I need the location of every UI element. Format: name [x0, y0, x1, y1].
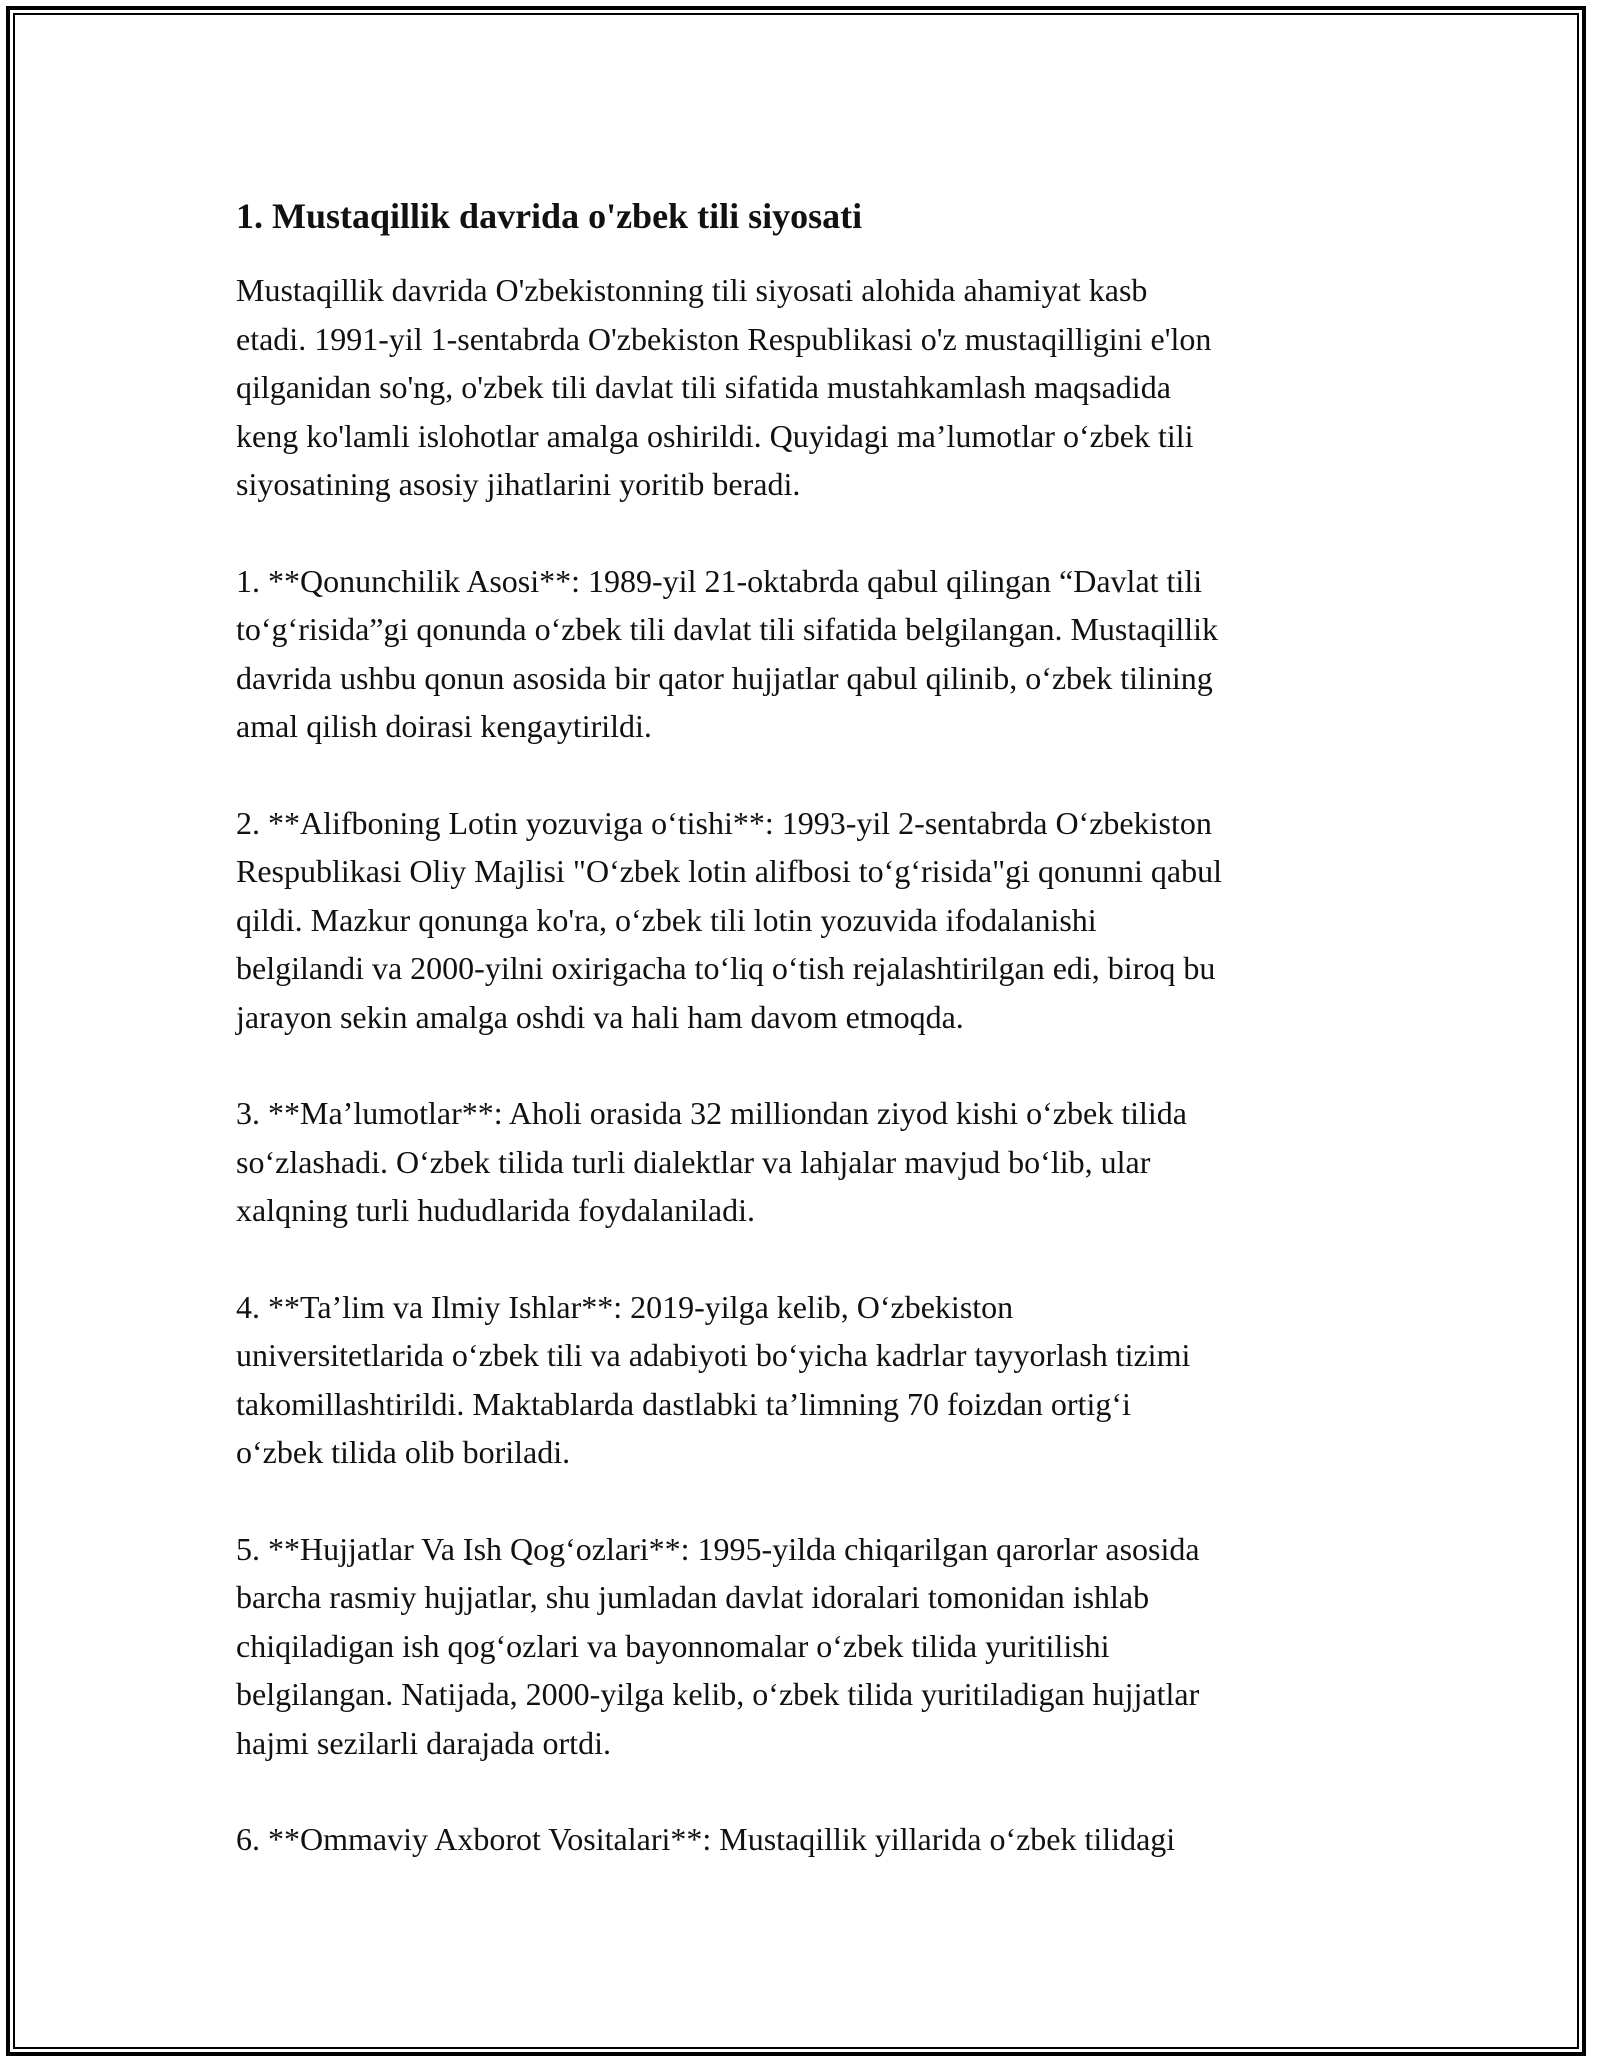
- intro-paragraph: Mustaqillik davrida O'zbekistonning tili siyosati alohida ahamiyat kasb etadi. 1991-yil 1-sentabrda O'zbekiston Respublikasi o'z mustaqilligini e'lon qilganidan so'ng, o'zbek tili davlat tili sifatida mustahkamlash maqsadida keng ko'lamli islohotlar amalga oshirildi. Quyidagi ma’lumotlar o‘zbek tili siyosatining asosiy jihatlarini yoritib beradi.: [236, 272, 1212, 502]
- paragraph-education: 4. **Ta’lim va Ilmiy Ishlar**: 2019-yilga kelib, O‘zbekiston universitetlarida o‘zbek tili va adabiyoti bo‘yicha kadrlar tayyorlash tizimi takomillashtirildi. Maktablarda dastlabki ta’limning 70 foizdan ortig‘i o‘zbek tilida olib boriladi.: [236, 1288, 1191, 1470]
- paragraph-information: 3. **Ma’lumotlar**: Aholi orasida 32 milliondan ziyod kishi o‘zbek tilida so‘zlashadi. O‘zbek tilida turli dialektlar va lahjalar mavjud bo‘lib, ular xalqning turli hududlarida foydalaniladi.: [236, 1095, 1187, 1228]
- paragraph-documents: 5. **Hujjatlar Va Ish Qog‘ozlari**: 1995-yilda chiqarilgan qarorlar asosida barcha rasmiy hujjatlar, shu jumladan davlat idoralari tomonidan ishlab chiqiladigan ish qog‘ozlari va bayonnomalar o‘zbek tilida yuritilishi belgilangan. Natijada, 2000-yilga kelib, o‘zbek tilida yuritiladigan hujjatlar hajmi sezilarli darajada ortdi.: [236, 1530, 1200, 1761]
- paragraph-latin-alphabet: 2. **Alifboning Lotin yozuviga o‘tishi**: 1993-yil 2-sentabrda O‘zbekiston Respublikasi Oliy Majlisi "O‘zbek lotin alifbosi to‘g‘risida"gi qonunni qabul qildi. Mazkur qonunga ko'ra, o‘zbek tili lotin yozuvida ifodalanishi belgilandi va 2000-yilni oxirigacha to‘liq o‘tish rejalashtirilgan edi, biroq bu jarayon sekin amalga oshdi va hali ham davom etmoqda.: [236, 804, 1223, 1035]
- paragraph-mass-media: 6. **Ommaviy Axborot Vositalari**: Mustaqillik yillarida o‘zbek tilidagi: [236, 1821, 1176, 1857]
- document-body: [236, 188, 1366, 1912]
- section-title: 1. Mustaqillik davrida o'zbek tili siyosati: [236, 196, 863, 236]
- paragraph-legislative-basis: 1. **Qonunchilik Asosi**: 1989-yil 21-oktabrda qabul qilingan “Davlat tili to‘g‘risida”gi qonunda o‘zbek tili davlat tili sifatida belgilangan. Mustaqillik davrida ushbu qonun asosida bir qator hujjatlar qabul qilinib, o‘zbek tilining amal qilish doirasi kengaytirildi.: [236, 562, 1218, 744]
